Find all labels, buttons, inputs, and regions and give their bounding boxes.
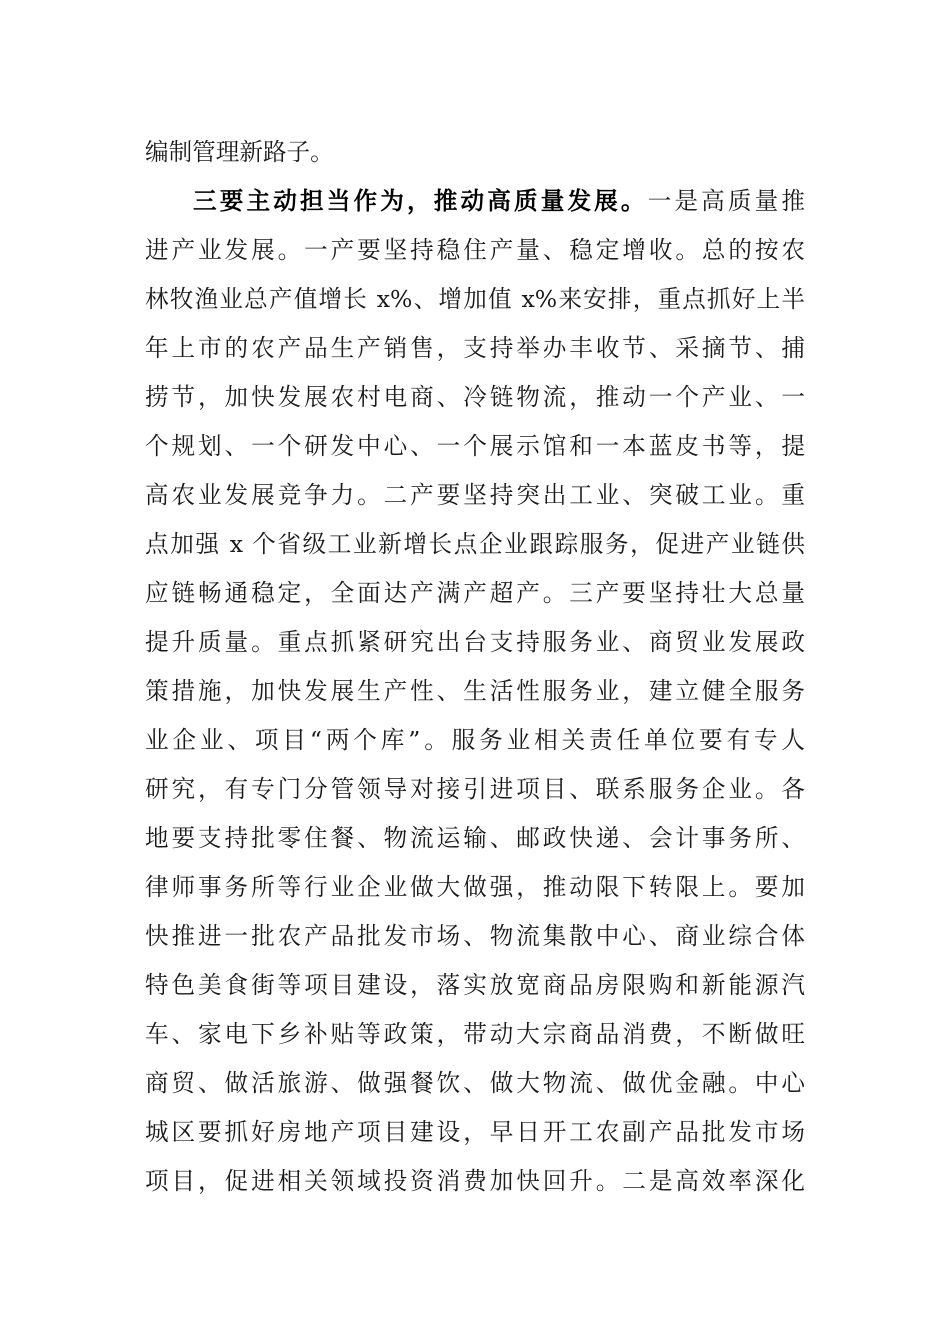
text-line: 高农业发展竞争力。二产要坚持突出工业、突破工业。重 (145, 481, 805, 509)
text-line: 快推进一批农产品批发市场、物流集散中心、商业综合体 (145, 922, 805, 950)
text-line: 个规划、一个研发中心、一个展示馆和一本蓝皮书等，提 (145, 432, 805, 460)
text-line: 点加强 x 个省级工业新增长点企业跟踪服务，促进产业链供 (145, 530, 805, 558)
text-line: 林牧渔业总产值增长 x%、增加值 x%来安排，重点抓好上半 (145, 285, 805, 313)
text-run: 一是高质量推 (647, 187, 806, 215)
text-line: 提升质量。重点抓紧研究出台支持服务业、商贸业发展政 (145, 628, 805, 656)
text-line: 车、家电下乡补贴等政策，带动大宗商品消费，不断做旺 (145, 1020, 805, 1048)
text-line: 项目，促进相关领域投资消费加快回升。二是高效率深化 (145, 1167, 805, 1195)
text-line: 特色美食街等项目建设，落实放宽商品房限购和新能源汽 (145, 971, 805, 999)
body-text (145, 128, 805, 1206)
text-line: 商贸、做活旅游、做强餐饮、做大物流、做优金融。中心 (145, 1069, 805, 1097)
text-line: 律师事务所等行业企业做大做强，推动限下转限上。要加 (145, 873, 805, 901)
text-line: 策措施，加快发展生产性、生活性服务业，建立健全服务 (145, 677, 805, 705)
text-line: 业企业、项目“两个库”。服务业相关责任单位要有专人 (145, 726, 805, 754)
text-line: 研究，有专门分管领导对接引进项目、联系服务企业。各 (145, 775, 805, 803)
text-line: 捞节，加快发展农村电商、冷链物流，推动一个产业、一 (145, 383, 805, 411)
text-line: 应链畅通稳定，全面达产满产超产。三产要坚持壮大总量 (145, 579, 805, 607)
text-line: 地要支持批零住餐、物流运输、邮政快递、会计事务所、 (145, 824, 805, 852)
section-heading: 三要主动担当作为，推动高质量发展。 (193, 187, 648, 215)
paragraph-first-line (145, 177, 805, 226)
text-line: 城区要抓好房地产项目建设，早日开工农副产品批发市场 (145, 1118, 805, 1146)
text-line: 年上市的农产品生产销售，支持举办丰收节、采摘节、捕 (145, 334, 805, 362)
text-line: 进产业发展。一产要坚持稳住产量、稳定增收。总的按农 (145, 236, 805, 264)
text-line: 编制管理新路子。 (145, 138, 334, 166)
